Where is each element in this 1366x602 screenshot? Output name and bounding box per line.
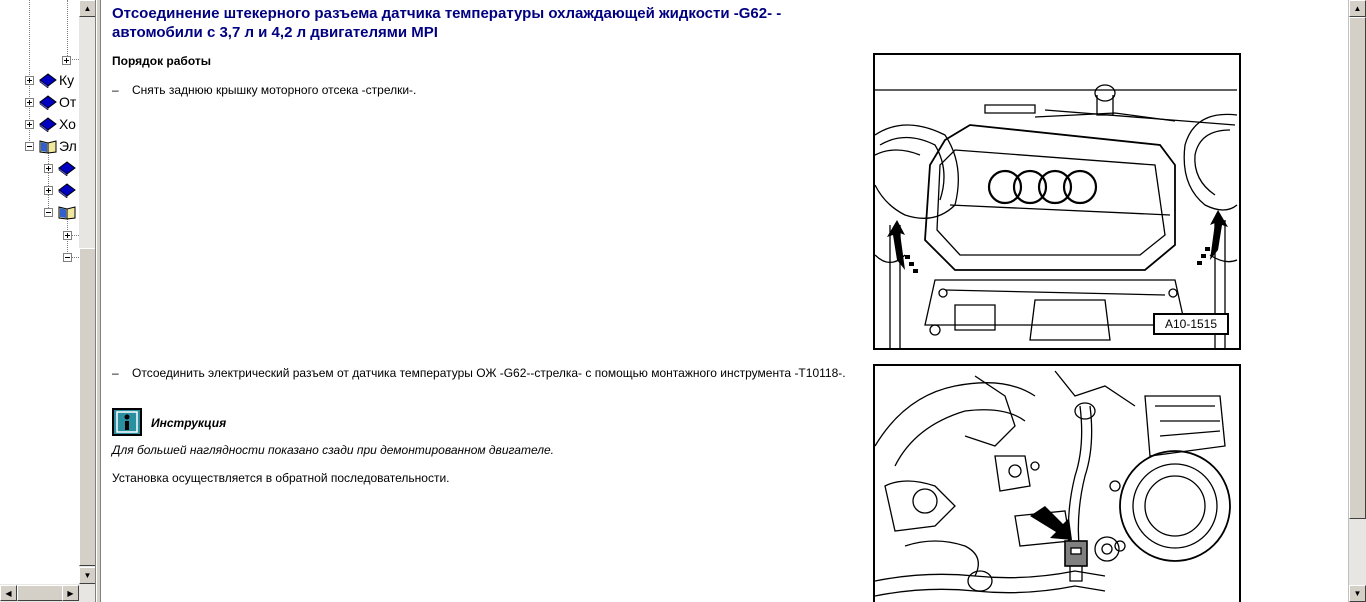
section-heading: Порядок работы — [112, 54, 211, 68]
step-1 — [112, 82, 852, 98]
tree-scroll-thumb[interactable] — [79, 248, 96, 566]
tree-horizontal-scrollbar[interactable] — [0, 584, 96, 602]
tree-vertical-scrollbar[interactable] — [79, 0, 96, 584]
book-icon — [57, 182, 77, 198]
tree-child-item[interactable] — [44, 180, 77, 200]
tree-item-3[interactable] — [25, 114, 76, 134]
tree-item-label: Эл — [59, 138, 77, 154]
coolant-sensor-illustration — [873, 364, 1241, 602]
tree-child-item[interactable] — [44, 202, 77, 222]
expand-toggle[interactable] — [44, 186, 53, 195]
installation-text: Установка осуществляется в обратной последовательности. — [112, 471, 450, 485]
engine-cover-illustration — [873, 53, 1241, 350]
book-icon — [38, 116, 58, 132]
collapse-toggle[interactable] — [44, 208, 53, 217]
tree-item-label: Ку — [59, 72, 75, 88]
triangle-left-icon: ◀ — [5, 588, 12, 598]
expand-toggle[interactable] — [25, 120, 34, 129]
open-book-icon — [38, 138, 58, 154]
step-text: Снять заднюю крышку моторного отсека -стрелки-. — [132, 83, 417, 97]
note-text: Для большей наглядности показано сзади при демонтированном двигателе. — [112, 443, 555, 457]
tree-guide-line — [72, 235, 79, 236]
expand-toggle[interactable] — [25, 76, 34, 85]
step-text: Отсоединить электрический разъем от датчика температуры ОЖ -G62--стрелка- с помощью монтажного инструмента -T10118-. — [132, 366, 846, 380]
triangle-right-icon: ▶ — [67, 588, 74, 598]
tree-item-2[interactable] — [25, 92, 76, 112]
document-content — [100, 0, 1348, 602]
sensor-arrow — [1030, 506, 1072, 540]
expand-toggle[interactable] — [63, 231, 72, 240]
expand-toggle[interactable] — [62, 56, 71, 65]
scroll-left-button[interactable] — [0, 585, 17, 601]
collapse-toggle[interactable] — [25, 142, 34, 151]
step-bullet: – — [112, 366, 119, 380]
sensor-drawing — [875, 366, 1239, 602]
scroll-down-button[interactable] — [1349, 585, 1366, 602]
tree-grandchild-item[interactable] — [63, 225, 72, 245]
expand-toggle[interactable] — [25, 98, 34, 107]
tree-hscroll-thumb[interactable] — [17, 585, 65, 601]
tree-item-1[interactable] — [25, 70, 74, 90]
content-scroll-thumb[interactable] — [1349, 17, 1366, 519]
triangle-up-icon: ▲ — [83, 4, 92, 13]
step-bullet: – — [112, 83, 119, 97]
note-title: Инструкция — [151, 416, 227, 430]
triangle-up-icon: ▲ — [1353, 4, 1362, 13]
tree-pane — [0, 0, 96, 602]
open-book-icon — [57, 204, 77, 220]
scroll-up-button[interactable] — [79, 0, 96, 17]
engine-cover-drawing — [875, 55, 1239, 348]
expand-toggle[interactable] — [44, 164, 53, 173]
scroll-right-button[interactable] — [62, 585, 79, 601]
tree-grandchild-item[interactable] — [63, 247, 72, 267]
figure-label: A10-1515 — [1153, 313, 1229, 335]
tree-item-4[interactable] — [25, 136, 77, 156]
collapse-toggle[interactable] — [63, 253, 72, 262]
page-title: Отсоединение штекерного разъема датчика температуры охлаждающей жидкости -G62- - автомобили с 3,7 л и 4,2 л двигателями MPI — [112, 5, 782, 41]
scroll-up-button[interactable] — [1349, 0, 1366, 17]
book-icon — [38, 72, 58, 88]
book-icon — [38, 94, 58, 110]
triangle-down-icon: ▼ — [1353, 589, 1362, 598]
tree-item-label: От — [59, 94, 77, 110]
tree-guide-line — [72, 257, 79, 258]
tree-item-collapsed[interactable] — [62, 50, 71, 70]
step-2 — [112, 365, 852, 381]
info-icon — [112, 408, 142, 436]
tree-child-item[interactable] — [44, 158, 77, 178]
content-vertical-scrollbar[interactable] — [1348, 0, 1366, 602]
info-person-icon — [116, 411, 138, 433]
tree-view — [0, 0, 79, 584]
book-icon — [57, 160, 77, 176]
tree-item-label: Хо — [59, 116, 76, 132]
tree-guide-line — [72, 59, 79, 60]
scroll-down-button[interactable] — [79, 567, 96, 584]
triangle-down-icon: ▼ — [83, 571, 92, 580]
